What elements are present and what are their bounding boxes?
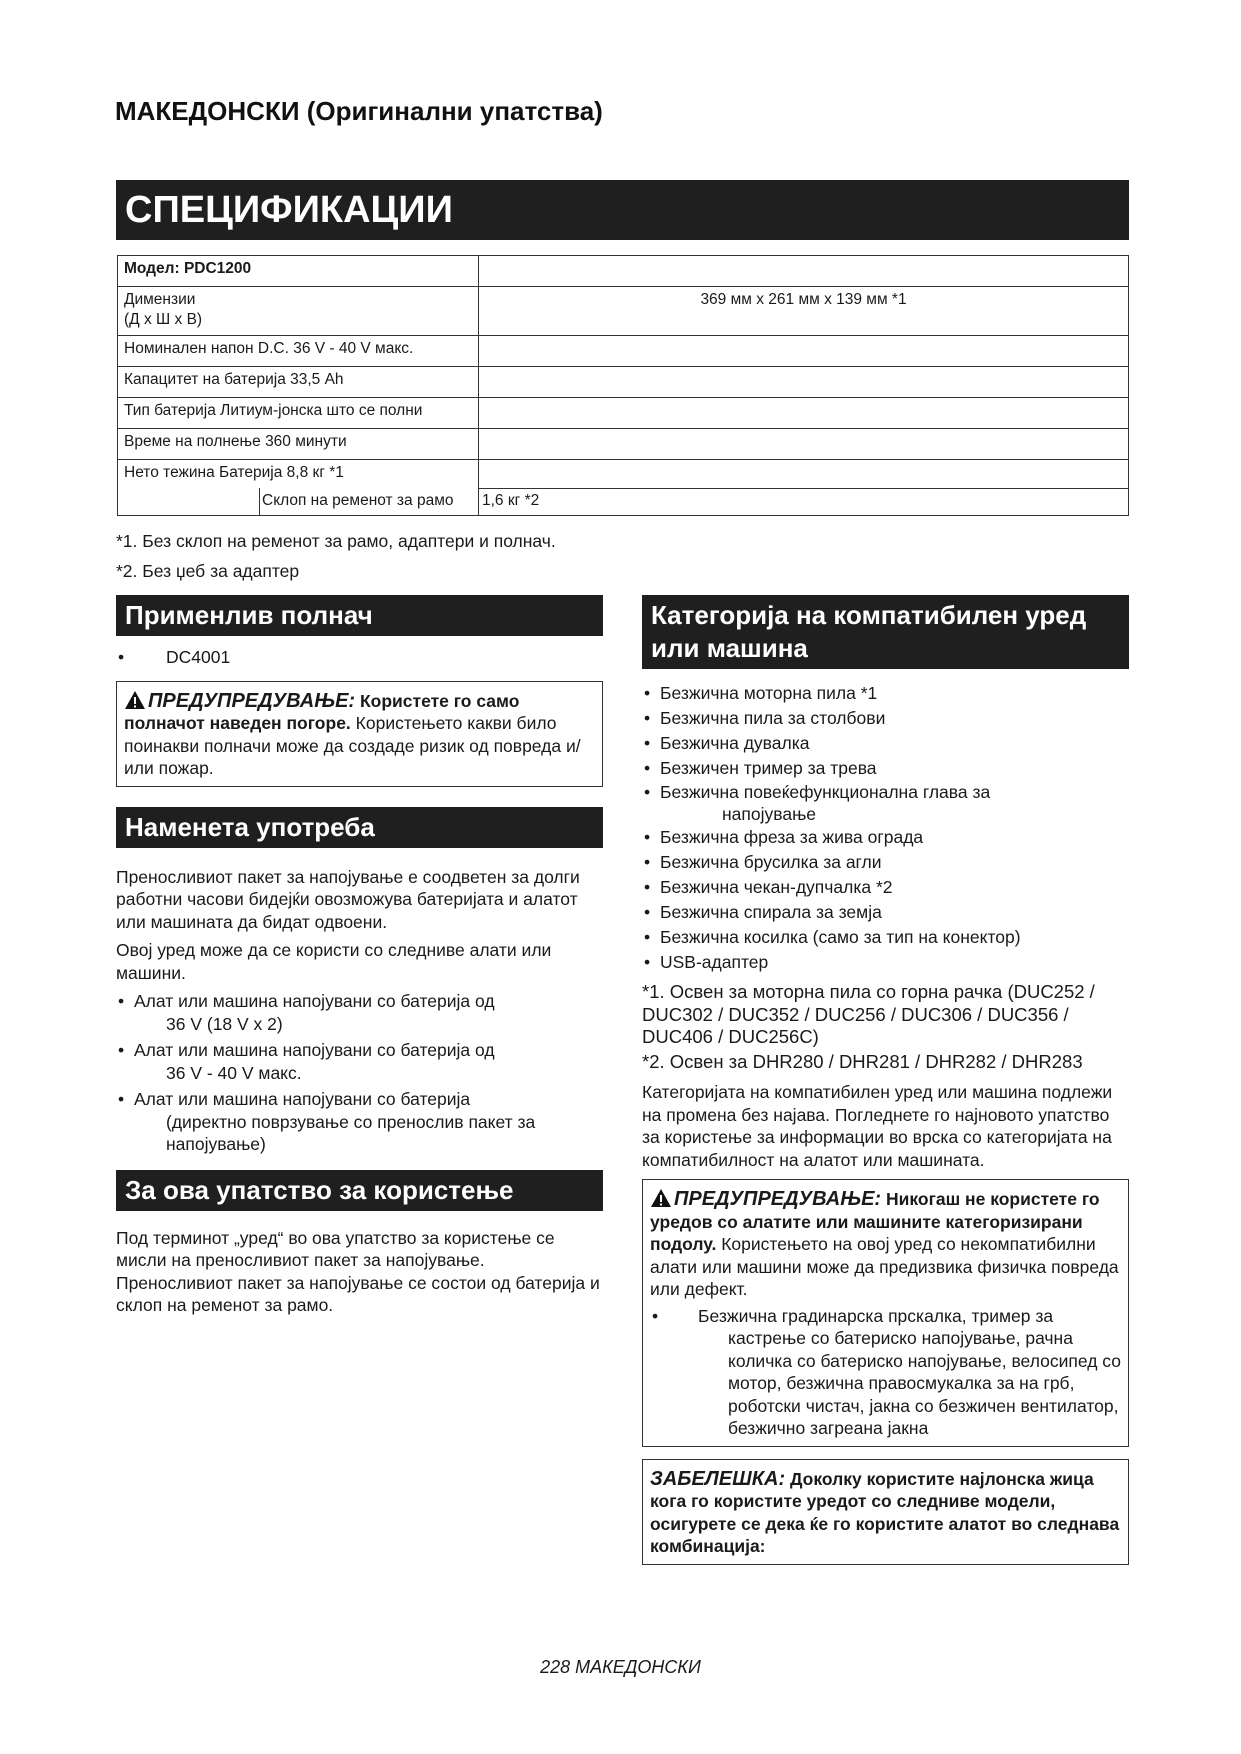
compatible-warning-list [650,1305,1121,1440]
dimensions-label [118,287,479,336]
table-row [118,398,1129,429]
intended-use-para2: Овој уред може да се користи со следниве алати или машини. [116,940,552,983]
list-item: • Безжичен тример за трева [642,756,1129,781]
list-item: • Безжична брусилка за агли [642,850,1129,875]
list-item: • USB-адаптер [642,950,1129,975]
list-item [116,990,603,1035]
list-item-text: • Безжична градинарска прскалка, тример за кастрење со батериско напојување, рачна количка со батериско напојување, велосипед со мотор, безжична правосмукалка за на грб, роботски чистач, јакна со безжичен вентилатор, безжично загреана јакна [698,1305,1121,1438]
list-item: • Безжична спирала за земја [642,900,1129,925]
manual-text: Под терминот „уред“ во ова упатство за користење се мисли на преносливиот пакет за напојување. Преносливиот пакет за напојување се состои од батерија и склоп на ременот за рамо. [116,1227,600,1315]
model-label: Модел: PDC1200 [118,256,479,287]
charge-time-value [479,429,1129,460]
compatible-warning-title: ПРЕДУПРЕДУВАЊЕ: [674,1188,882,1210]
list-item [650,1305,1121,1440]
spec-footnote-1: *1. Без склоп на ременот за рамо, адаптери и полнач. [116,531,556,551]
voltage-label: Номинален напон D.C. 36 V - 40 V макс. [118,336,479,367]
weight-label: Нето тежина Батерија 8,8 кг *1 [124,464,344,481]
compatible-warning-text: Користењето на овој уред со некомпатибилни алати или машини може да предизвика физичка повреда или дефект. [650,1234,1119,1299]
compatible-heading: Категорија на компатибилен уред или машина [642,595,1129,669]
list-item: • Безжична моторна пила *1 [642,681,1129,706]
list-item-cont: 36 V - 40 V макс. [166,1062,302,1083]
model-value [479,256,1129,287]
strap-value: 1,6 кг *2 [482,492,540,509]
list-item-text: Алат или машина напојувани со батерија од [134,991,495,1011]
table-row [118,429,1129,460]
compatible-para: Категоријата на компатибилен уред или машина подлежи на промена без најава. Погледнете го најновото упатство за користење за информации во врска со категоријата на компатибилност на алатот или машината. [642,1082,1113,1170]
weight-row-divider [479,488,1128,489]
weight-cell [118,460,479,516]
charger-warning-text: Користењето какви било поинакви полначи може да создаде ризик од повреда и/или пожар. [124,713,581,778]
list-item [116,1088,603,1156]
dimensions-title: Димензии [124,291,196,308]
bullet: • [118,647,125,667]
list-item [116,1039,603,1084]
strap-label: Склоп на ременот за рамо [262,492,454,509]
compatible-warning [642,1179,1129,1447]
charge-time-label: Време на полнење 360 минути [118,429,479,460]
warning-icon [124,690,146,710]
list-item-text: Алат или машина напојувани со батерија [134,1089,471,1109]
charger-item [116,646,603,669]
table-row [118,460,1129,516]
list-item-cont: 36 V (18 V x 2) [166,1013,283,1034]
list-item-cont: напојување [722,804,817,824]
charger-warning-bold: Користете го само полначот наведен погоре. [124,690,520,733]
compatible-note-1: *1. Освен за моторна пила со горна рачка (DUC252 / DUC302 / DUC352 / DUC256 / DUC306 / DUC356 / DUC406 / DUC256C) [642,981,1095,1047]
capacity-value [479,367,1129,398]
specifications-table [117,255,1129,516]
page-number: 228 МАКЕДОНСКИ [540,1657,701,1677]
list-item-cont: (директно поврзување со пренослив пакет за напојување) [166,1111,536,1154]
list-item: • Безжична чекан-дупчалка *2 [642,875,1129,900]
intended-use-heading: Наменета употреба [116,807,603,848]
warning-icon [650,1188,672,1208]
list-item: • Безжична дувалка [642,731,1129,756]
charger-heading: Применлив полнач [116,595,603,636]
charger-warning-title: ПРЕДУПРЕДУВАЊЕ: [148,689,356,712]
list-item: • Безжична пила за столбови [642,706,1129,731]
list-item: • Безжична косилка (само за тип на конектор) [642,925,1129,950]
page-title: МАКЕДОНСКИ (Оригинални упатства) [115,96,603,126]
list-item-text: Безжична повеќефункционална глава за [660,782,991,802]
voltage-value [479,336,1129,367]
note-text: Доколку користите најлонска жица кога го користите уредот со следниве модели, осигурете се дека ќе го користите алатот во следнава комбинација: [650,1468,1120,1556]
intended-use-para1: Преносливиот пакет за напојување е соодветен за долги работни часови бидејќи овозможува батеријата и алатот или машината да бидат одвоени. [116,866,580,932]
table-row [118,336,1129,367]
dimensions-sub: (Д x Ш x В) [124,311,203,328]
battery-type-value [479,398,1129,429]
note-title: ЗАБЕЛЕШКА: [650,1467,786,1490]
capacity-label: Капацитет на батерија 33,5 Ah [118,367,479,398]
weight-value-cell [479,460,1129,516]
dimensions-value: 369 мм x 261 мм x 139 мм *1 [479,287,1129,336]
table-row [118,367,1129,398]
charger-model: DC4001 [166,647,231,667]
compatible-note-2: *2. Освен за DHR280 / DHR281 / DHR282 / DHR283 [642,1050,1083,1072]
intended-use-list [116,990,603,1156]
list-item: • Безжична фреза за жива ограда [642,825,1129,850]
table-row [118,256,1129,287]
table-row [118,287,1129,336]
list-item-text: Алат или машина напојувани со батерија од [134,1040,495,1060]
left-column [116,595,603,1317]
spec-footnote-2: *2. Без џеб за адаптер [116,561,300,581]
manual-heading: За ова упатство за користење [116,1170,603,1211]
specifications-banner: СПЕЦИФИКАЦИИ [116,180,1129,240]
compatible-warning-bold: Никогаш не користете го уредов со алатите или машините категоризирани подолу. [650,1189,1100,1254]
compatible-list [642,681,1129,975]
right-column [642,595,1129,1565]
weight-sub-divider [259,488,260,515]
charger-warning [116,681,603,787]
list-item [642,781,1129,825]
note-box [642,1459,1129,1565]
battery-type-label: Тип батерија Литиум-јонска што се полни [118,398,479,429]
